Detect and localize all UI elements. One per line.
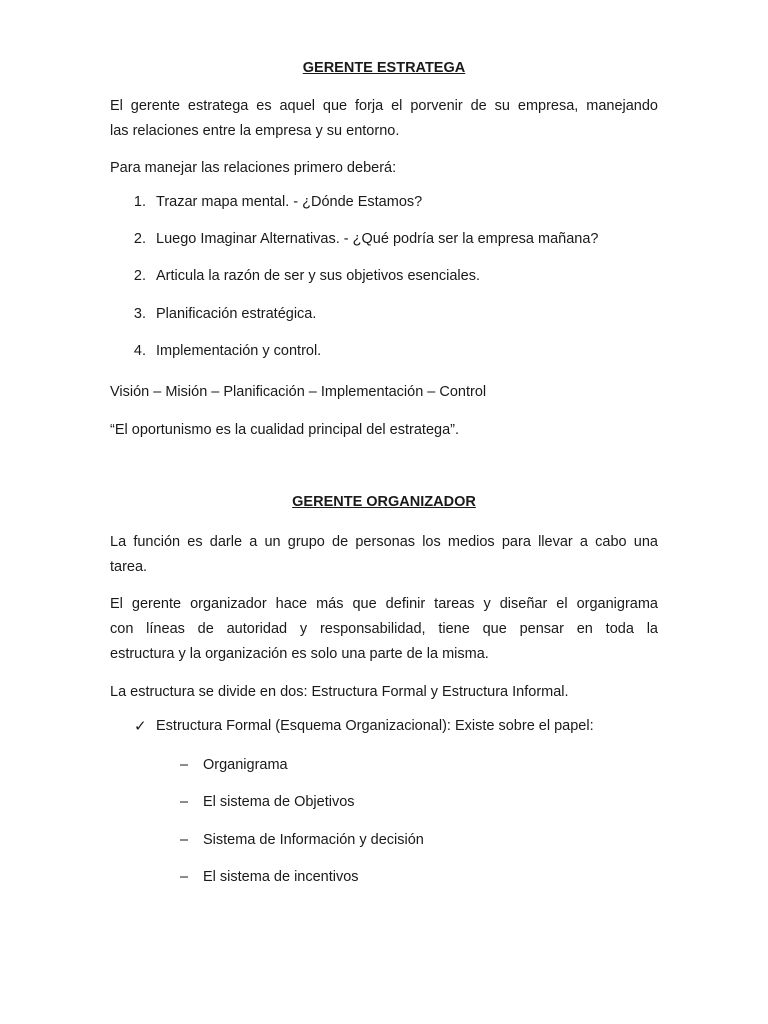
list-text: Organigrama [203, 757, 288, 773]
list-text: Trazar mapa mental. - ¿Dónde Estamos? [156, 194, 423, 210]
dash-bullet: – [180, 794, 189, 810]
dash-bullet: – [180, 757, 189, 773]
list-text: Articula la razón de ser y sus objetivos esenciales. [156, 268, 480, 284]
list-number: 4. [133, 343, 146, 359]
organizer-line-3: estructura y la organización es solo una parte de la misma. [110, 646, 489, 662]
sequence-text: Visión – Misión – Planificación – Implementación – Control [110, 384, 487, 400]
organizer-line-2: con líneas de autoridad y responsabilidad, tiene que pensar en toda la [110, 621, 658, 637]
intro-line-2: las relaciones entre la empresa y su entorno. [110, 123, 400, 139]
list-number: 2. [133, 268, 146, 284]
structure-intro: La estructura se divide en dos: Estructura Formal y Estructura Informal. [110, 684, 569, 700]
dash-bullet: – [180, 832, 189, 848]
list-number: 2. [133, 231, 146, 247]
list-number: 3. [133, 306, 146, 322]
formal-structure-label: Estructura Formal (Esquema Organizacional): Existe sobre el papel: [156, 718, 594, 734]
list-text: El sistema de Objetivos [203, 794, 355, 810]
list-text: Sistema de Información y decisión [203, 832, 424, 848]
list-number: 1. [133, 194, 146, 210]
intro-line-1: El gerente estratega es aquel que forja el porvenir de su empresa, manejando [110, 98, 658, 114]
function-line-2: tarea. [110, 559, 148, 575]
lead-text: Para manejar las relaciones primero deberá: [110, 160, 397, 176]
checkmark-icon: ✓ [134, 718, 147, 735]
list-text: Planificación estratégica. [156, 306, 317, 322]
section-title-gerente-organizador: GERENTE ORGANIZADOR [292, 494, 476, 510]
function-line-1: La función es darle a un grupo de personas los medios para llevar a cabo una [110, 534, 658, 550]
organizer-line-1: El gerente organizador hace más que definir tareas y diseñar el organigrama [110, 596, 658, 612]
list-text: El sistema de incentivos [203, 869, 359, 885]
dash-bullet: – [180, 869, 189, 885]
list-text: Luego Imaginar Alternativas. - ¿Qué podría ser la empresa mañana? [156, 231, 599, 247]
section-title-gerente-estratega: GERENTE ESTRATEGA [302, 60, 466, 76]
list-text: Implementación y control. [156, 343, 322, 359]
quote-text: “El oportunismo es la cualidad principal del estratega”. [110, 422, 459, 438]
